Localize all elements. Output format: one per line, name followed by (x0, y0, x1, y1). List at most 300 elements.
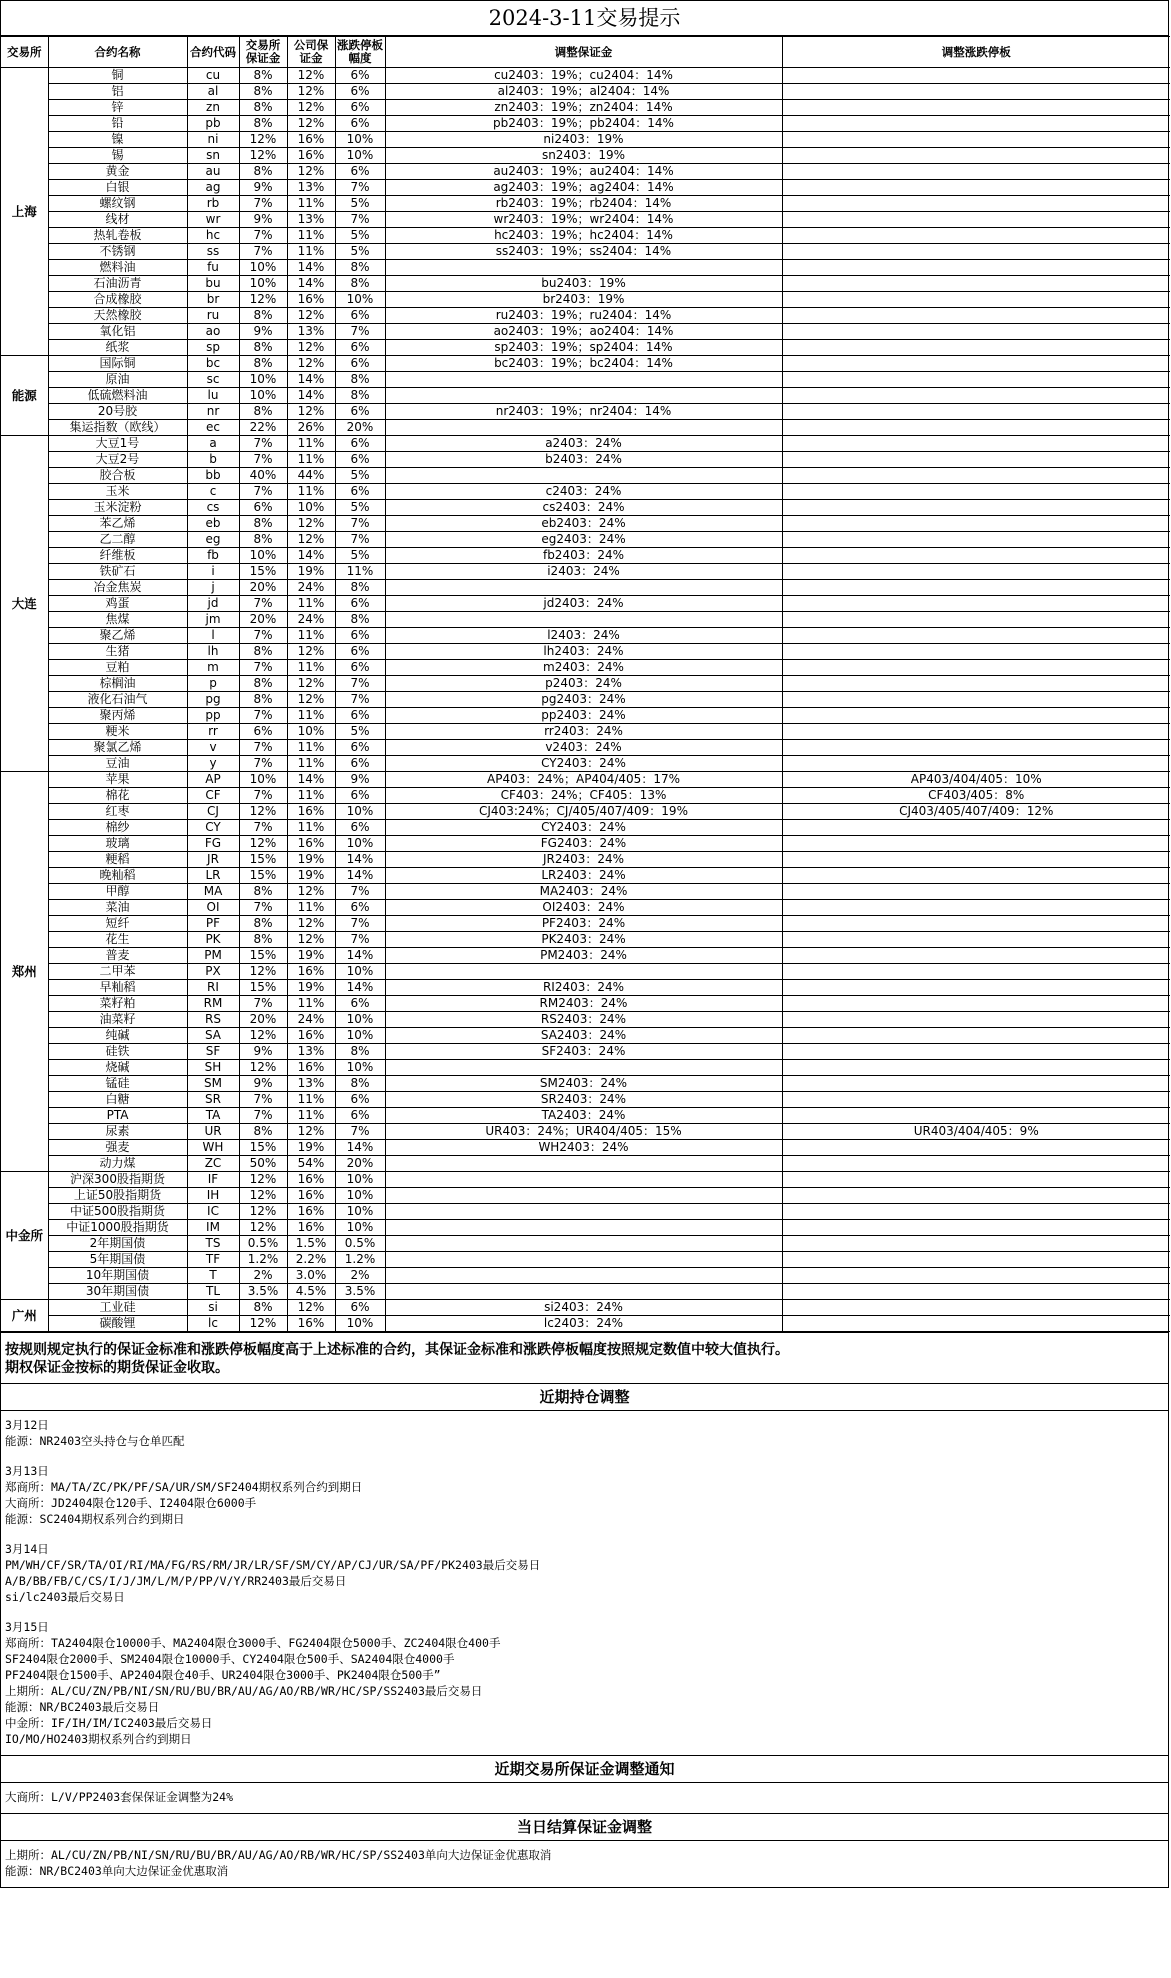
limit-range-cell: 7% (335, 212, 385, 228)
contract-code-cell: jd (187, 596, 239, 612)
adjusted-limit-cell (782, 868, 1170, 884)
adjusted-margin-cell: sp2403：19%；sp2404：14% (385, 340, 782, 356)
adjusted-limit-cell (782, 660, 1170, 676)
contract-code-cell: cu (187, 68, 239, 84)
contract-name-cell: 菜籽粕 (48, 996, 187, 1012)
section-body (1, 1411, 1168, 1755)
limit-range-cell: 14% (335, 948, 385, 964)
contract-code-cell: lc (187, 1316, 239, 1332)
adjusted-limit-cell (782, 260, 1170, 276)
limit-range-cell: 8% (335, 276, 385, 292)
table-row (1, 276, 1170, 292)
table-row (1, 404, 1170, 420)
table-row (1, 1188, 1170, 1204)
limit-range-cell: 6% (335, 596, 385, 612)
adjusted-margin-cell: UR403：24%；UR404/405：15% (385, 1124, 782, 1140)
limit-range-cell: 6% (335, 660, 385, 676)
adjusted-limit-cell (782, 740, 1170, 756)
contract-code-cell: rr (187, 724, 239, 740)
exchange-margin-cell: 7% (239, 452, 287, 468)
table-row (1, 740, 1170, 756)
adjusted-margin-cell: fb2403：24% (385, 548, 782, 564)
table-row (1, 660, 1170, 676)
adjusted-margin-cell (385, 388, 782, 404)
header-exchange-margin: 交易所保证金 (239, 37, 287, 68)
company-margin-cell: 14% (287, 388, 335, 404)
adjusted-limit-cell (782, 84, 1170, 100)
adjusted-margin-cell: pb2403：19%；pb2404：14% (385, 116, 782, 132)
exchange-margin-cell: 12% (239, 132, 287, 148)
exchange-margin-cell: 40% (239, 468, 287, 484)
contract-code-cell: zn (187, 100, 239, 116)
section-body (1, 1841, 1168, 1887)
company-margin-cell: 14% (287, 372, 335, 388)
contract-name-cell: 合成橡胶 (48, 292, 187, 308)
limit-range-cell: 8% (335, 372, 385, 388)
contract-name-cell: 铁矿石 (48, 564, 187, 580)
adjusted-limit-cell (782, 708, 1170, 724)
adjusted-margin-cell: CY2403：24% (385, 820, 782, 836)
contract-name-cell: 苯乙烯 (48, 516, 187, 532)
adjusted-limit-cell (782, 1092, 1170, 1108)
notice-line: 上期所：AL/CU/ZN/PB/NI/SN/RU/BU/BR/AU/AG/AO/RB/WR/HC/SP/SS2403最后交易日 (5, 1684, 483, 1698)
table-row (1, 1268, 1170, 1284)
company-margin-cell: 14% (287, 772, 335, 788)
company-margin-cell: 12% (287, 532, 335, 548)
notice-line: 郑商所：MA/TA/ZC/PK/PF/SA/UR/SM/SF2404期权系列合约到期日 (5, 1480, 363, 1494)
limit-range-cell: 10% (335, 1204, 385, 1220)
notice-block (5, 1619, 1164, 1747)
limit-range-cell: 7% (335, 516, 385, 532)
company-margin-cell: 11% (287, 628, 335, 644)
contract-code-cell: bc (187, 356, 239, 372)
table-row (1, 1252, 1170, 1268)
contract-name-cell: 上证50股指期货 (48, 1188, 187, 1204)
notice-line: SF2404限仓2000手、SM2404限仓10000手、CY2404限仓500手、SA2404限仓4000手 (5, 1652, 455, 1666)
exchange-margin-cell: 8% (239, 100, 287, 116)
adjusted-margin-cell: si2403：24% (385, 1300, 782, 1316)
notice-line: A/B/BB/FB/C/CS/I/J/JM/L/M/P/PP/V/Y/RR2403最后交易日 (5, 1574, 347, 1588)
adjusted-limit-cell (782, 724, 1170, 740)
adjusted-margin-cell: wr2403：19%；wr2404：14% (385, 212, 782, 228)
company-margin-cell: 26% (287, 420, 335, 436)
rules-note-line: 按规则规定执行的保证金标准和涨跌停板幅度高于上述标准的合约，其保证金标准和涨跌停板幅度按照规定数值中较大值执行。 (5, 1342, 789, 1358)
table-row (1, 68, 1170, 84)
limit-range-cell: 5% (335, 196, 385, 212)
adjusted-limit-cell (782, 468, 1170, 484)
contract-code-cell: br (187, 292, 239, 308)
exchange-margin-cell: 8% (239, 84, 287, 100)
contract-name-cell: 苹果 (48, 772, 187, 788)
adjusted-limit-cell (782, 884, 1170, 900)
table-row (1, 180, 1170, 196)
contract-code-cell: T (187, 1268, 239, 1284)
adjusted-limit-cell (782, 1220, 1170, 1236)
contract-name-cell: 国际铜 (48, 356, 187, 372)
contract-code-cell: RM (187, 996, 239, 1012)
exchange-margin-cell: 8% (239, 1300, 287, 1316)
adjusted-limit-cell (782, 612, 1170, 628)
contract-code-cell: p (187, 676, 239, 692)
limit-range-cell: 6% (335, 996, 385, 1012)
contract-code-cell: SA (187, 1028, 239, 1044)
contract-name-cell: 30年期国债 (48, 1284, 187, 1300)
exchange-margin-cell: 20% (239, 1012, 287, 1028)
contract-code-cell: IM (187, 1220, 239, 1236)
company-margin-cell: 13% (287, 1044, 335, 1060)
exchange-margin-cell: 7% (239, 628, 287, 644)
adjusted-limit-cell (782, 132, 1170, 148)
contract-code-cell: sp (187, 340, 239, 356)
table-row (1, 1028, 1170, 1044)
notice-line: IO/MO/HO2403期权系列合约到期日 (5, 1732, 192, 1746)
notice-block (5, 1417, 1164, 1449)
adjusted-limit-cell (782, 1188, 1170, 1204)
table-row (1, 388, 1170, 404)
limit-range-cell: 6% (335, 756, 385, 772)
contract-code-cell: FG (187, 836, 239, 852)
company-margin-cell: 12% (287, 932, 335, 948)
adjusted-margin-cell (385, 1220, 782, 1236)
contract-code-cell: pp (187, 708, 239, 724)
exchange-margin-cell: 7% (239, 708, 287, 724)
adjusted-margin-cell: LR2403：24% (385, 868, 782, 884)
header-contract-code: 合约代码 (187, 37, 239, 68)
table-row (1, 132, 1170, 148)
adjusted-limit-cell (782, 436, 1170, 452)
limit-range-cell: 6% (335, 1108, 385, 1124)
contract-name-cell: 螺纹钢 (48, 196, 187, 212)
exchange-margin-cell: 12% (239, 148, 287, 164)
contract-name-cell: 铅 (48, 116, 187, 132)
notice-line: 3月12日 (5, 1418, 49, 1432)
company-margin-cell: 11% (287, 820, 335, 836)
contract-name-cell: 纯碱 (48, 1028, 187, 1044)
adjusted-limit-cell (782, 372, 1170, 388)
exchange-margin-cell: 12% (239, 836, 287, 852)
adjusted-limit-cell (782, 100, 1170, 116)
company-margin-cell: 11% (287, 788, 335, 804)
contract-name-cell: 短纤 (48, 916, 187, 932)
contract-name-cell: 鸡蛋 (48, 596, 187, 612)
contract-code-cell: TF (187, 1252, 239, 1268)
company-margin-cell: 11% (287, 436, 335, 452)
contract-name-cell: 纤维板 (48, 548, 187, 564)
adjusted-margin-cell: FG2403：24% (385, 836, 782, 852)
adjusted-limit-cell (782, 1268, 1170, 1284)
table-row (1, 260, 1170, 276)
limit-range-cell: 7% (335, 1124, 385, 1140)
limit-range-cell: 6% (335, 116, 385, 132)
contract-code-cell: SH (187, 1060, 239, 1076)
contract-code-cell: SM (187, 1076, 239, 1092)
limit-range-cell: 8% (335, 260, 385, 276)
company-margin-cell: 14% (287, 548, 335, 564)
limit-range-cell: 10% (335, 1060, 385, 1076)
contract-code-cell: sn (187, 148, 239, 164)
table-row (1, 1316, 1170, 1332)
contract-code-cell: fb (187, 548, 239, 564)
limit-range-cell: 6% (335, 84, 385, 100)
contract-code-cell: WH (187, 1140, 239, 1156)
table-row (1, 580, 1170, 596)
company-margin-cell: 16% (287, 804, 335, 820)
limit-range-cell: 7% (335, 692, 385, 708)
margin-table (1, 36, 1170, 1332)
contract-name-cell: 油菜籽 (48, 1012, 187, 1028)
adjusted-limit-cell (782, 948, 1170, 964)
contract-name-cell: 硅铁 (48, 1044, 187, 1060)
table-row (1, 980, 1170, 996)
table-row (1, 1284, 1170, 1300)
exchange-margin-cell: 9% (239, 1076, 287, 1092)
contract-name-cell: 镍 (48, 132, 187, 148)
contract-code-cell: PK (187, 932, 239, 948)
adjusted-margin-cell: jd2403：24% (385, 596, 782, 612)
adjusted-margin-cell: WH2403：24% (385, 1140, 782, 1156)
notice-line: 3月13日 (5, 1464, 49, 1478)
adjusted-margin-cell: c2403：24% (385, 484, 782, 500)
exchange-margin-cell: 10% (239, 372, 287, 388)
exchange-margin-cell: 2% (239, 1268, 287, 1284)
exchange-margin-cell: 15% (239, 868, 287, 884)
exchange-margin-cell: 9% (239, 180, 287, 196)
table-row (1, 532, 1170, 548)
adjusted-margin-cell: RM2403：24% (385, 996, 782, 1012)
contract-name-cell: 甲醇 (48, 884, 187, 900)
adjusted-limit-cell (782, 196, 1170, 212)
limit-range-cell: 7% (335, 884, 385, 900)
contract-name-cell: 液化石油气 (48, 692, 187, 708)
exchange-margin-cell: 10% (239, 260, 287, 276)
contract-name-cell: 花生 (48, 932, 187, 948)
adjusted-limit-cell (782, 164, 1170, 180)
exchange-margin-cell: 9% (239, 1044, 287, 1060)
notice-line: si/lc2403最后交易日 (5, 1590, 125, 1604)
table-row (1, 452, 1170, 468)
adjusted-margin-cell: PF2403：24% (385, 916, 782, 932)
contract-code-cell: nr (187, 404, 239, 420)
table-row (1, 228, 1170, 244)
exchange-margin-cell: 7% (239, 244, 287, 260)
company-margin-cell: 13% (287, 324, 335, 340)
table-row (1, 1092, 1170, 1108)
exchange-margin-cell: 8% (239, 692, 287, 708)
table-row (1, 212, 1170, 228)
contract-code-cell: TS (187, 1236, 239, 1252)
exchange-margin-cell: 7% (239, 484, 287, 500)
contract-name-cell: 大豆2号 (48, 452, 187, 468)
exchange-margin-cell: 7% (239, 1092, 287, 1108)
contract-code-cell: jm (187, 612, 239, 628)
limit-range-cell: 8% (335, 580, 385, 596)
notice-line: PM/WH/CF/SR/TA/OI/RI/MA/FG/RS/RM/JR/LR/SF/SM/CY/AP/CJ/UR/SA/PF/PK2403最后交易日 (5, 1558, 541, 1572)
table-row (1, 1012, 1170, 1028)
adjusted-margin-cell: ni2403：19% (385, 132, 782, 148)
limit-range-cell: 6% (335, 1300, 385, 1316)
header-adjusted-limit: 调整涨跌停板 (782, 37, 1170, 68)
adjusted-margin-cell: ao2403：19%；ao2404：14% (385, 324, 782, 340)
adjusted-margin-cell: b2403：24% (385, 452, 782, 468)
exchange-cell: 郑州 (1, 772, 48, 1172)
contract-name-cell: 菜油 (48, 900, 187, 916)
table-row (1, 356, 1170, 372)
table-row (1, 596, 1170, 612)
exchange-margin-cell: 7% (239, 596, 287, 612)
table-row (1, 436, 1170, 452)
table-row (1, 852, 1170, 868)
adjusted-margin-cell: OI2403：24% (385, 900, 782, 916)
adjusted-margin-cell: i2403：24% (385, 564, 782, 580)
limit-range-cell: 6% (335, 1092, 385, 1108)
company-margin-cell: 19% (287, 564, 335, 580)
adjusted-margin-cell: ss2403：19%；ss2404：14% (385, 244, 782, 260)
table-row (1, 916, 1170, 932)
table-row (1, 1076, 1170, 1092)
contract-name-cell: 聚氯乙烯 (48, 740, 187, 756)
adjusted-margin-cell (385, 1236, 782, 1252)
contract-code-cell: a (187, 436, 239, 452)
table-row (1, 1156, 1170, 1172)
exchange-margin-cell: 6% (239, 500, 287, 516)
company-margin-cell: 11% (287, 484, 335, 500)
notice-line: 能源：NR/BC2403单向大边保证金优惠取消 (5, 1864, 229, 1878)
adjusted-limit-cell (782, 980, 1170, 996)
adjusted-limit-cell (782, 916, 1170, 932)
limit-range-cell: 10% (335, 804, 385, 820)
limit-range-cell: 6% (335, 308, 385, 324)
notice-line: 大商所：L/V/PP2403套保保证金调整为24% (5, 1790, 234, 1804)
adjusted-limit-cell (782, 580, 1170, 596)
company-margin-cell: 12% (287, 84, 335, 100)
contract-code-cell: v (187, 740, 239, 756)
contract-name-cell: 不锈钢 (48, 244, 187, 260)
adjusted-limit-cell: AP403/404/405：10% (782, 772, 1170, 788)
exchange-cell: 上海 (1, 68, 48, 356)
exchange-margin-cell: 12% (239, 964, 287, 980)
table-row (1, 324, 1170, 340)
limit-range-cell: 3.5% (335, 1284, 385, 1300)
table-row (1, 548, 1170, 564)
notice-line: 能源：NR/BC2403最后交易日 (5, 1700, 160, 1714)
table-row (1, 676, 1170, 692)
exchange-margin-cell: 22% (239, 420, 287, 436)
header-contract-name: 合约名称 (48, 37, 187, 68)
contract-name-cell: 焦煤 (48, 612, 187, 628)
table-row (1, 644, 1170, 660)
table-row (1, 1108, 1170, 1124)
company-margin-cell: 12% (287, 404, 335, 420)
adjusted-limit-cell (782, 548, 1170, 564)
contract-code-cell: l (187, 628, 239, 644)
contract-code-cell: lu (187, 388, 239, 404)
contract-code-cell: bu (187, 276, 239, 292)
exchange-margin-cell: 8% (239, 516, 287, 532)
contract-name-cell: 胶合板 (48, 468, 187, 484)
company-margin-cell: 14% (287, 260, 335, 276)
adjusted-limit-cell (782, 148, 1170, 164)
contract-name-cell: 聚乙烯 (48, 628, 187, 644)
limit-range-cell: 11% (335, 564, 385, 580)
adjusted-limit-cell (782, 212, 1170, 228)
company-margin-cell: 4.5% (287, 1284, 335, 1300)
exchange-margin-cell: 8% (239, 164, 287, 180)
limit-range-cell: 5% (335, 244, 385, 260)
adjusted-limit-cell (782, 516, 1170, 532)
header-limit-range: 涨跌停板幅度 (335, 37, 385, 68)
table-row (1, 964, 1170, 980)
contract-name-cell: 燃料油 (48, 260, 187, 276)
table-row (1, 804, 1170, 820)
adjusted-margin-cell (385, 612, 782, 628)
company-margin-cell: 11% (287, 740, 335, 756)
table-row (1, 244, 1170, 260)
limit-range-cell: 5% (335, 228, 385, 244)
exchange-margin-cell: 15% (239, 564, 287, 580)
notice-block (5, 1463, 1164, 1527)
section-title: 近期交易所保证金调整通知 (1, 1755, 1168, 1783)
exchange-margin-cell: 8% (239, 884, 287, 900)
contract-code-cell: sc (187, 372, 239, 388)
adjusted-limit-cell (782, 388, 1170, 404)
company-margin-cell: 11% (287, 1108, 335, 1124)
adjusted-limit-cell (782, 452, 1170, 468)
notice-line: 大商所：JD2404限仓120手、I2404限仓6000手 (5, 1496, 257, 1510)
contract-code-cell: lh (187, 644, 239, 660)
exchange-margin-cell: 9% (239, 212, 287, 228)
adjusted-limit-cell (782, 996, 1170, 1012)
company-margin-cell: 11% (287, 660, 335, 676)
company-margin-cell: 11% (287, 900, 335, 916)
limit-range-cell: 10% (335, 836, 385, 852)
contract-name-cell: 尿素 (48, 1124, 187, 1140)
adjusted-margin-cell: SR2403：24% (385, 1092, 782, 1108)
contract-name-cell: 中证1000股指期货 (48, 1220, 187, 1236)
contract-code-cell: TL (187, 1284, 239, 1300)
company-margin-cell: 16% (287, 1188, 335, 1204)
limit-range-cell: 6% (335, 340, 385, 356)
exchange-margin-cell: 7% (239, 228, 287, 244)
company-margin-cell: 24% (287, 580, 335, 596)
table-header-row (1, 37, 1170, 68)
contract-name-cell: 粳米 (48, 724, 187, 740)
limit-range-cell: 14% (335, 852, 385, 868)
contract-code-cell: j (187, 580, 239, 596)
exchange-margin-cell: 10% (239, 388, 287, 404)
contract-code-cell: eb (187, 516, 239, 532)
exchange-cell: 广州 (1, 1300, 48, 1332)
table-row (1, 1140, 1170, 1156)
company-margin-cell: 11% (287, 708, 335, 724)
adjusted-limit-cell (782, 356, 1170, 372)
contract-code-cell: ru (187, 308, 239, 324)
adjusted-margin-cell: lc2403：24% (385, 1316, 782, 1332)
limit-range-cell: 6% (335, 740, 385, 756)
company-margin-cell: 16% (287, 1220, 335, 1236)
contract-name-cell: 早籼稻 (48, 980, 187, 996)
adjusted-limit-cell (782, 1108, 1170, 1124)
adjusted-limit-cell (782, 756, 1170, 772)
table-row (1, 692, 1170, 708)
table-row (1, 484, 1170, 500)
limit-range-cell: 5% (335, 548, 385, 564)
adjusted-margin-cell: JR2403：24% (385, 852, 782, 868)
contract-name-cell: 普麦 (48, 948, 187, 964)
adjusted-limit-cell (782, 596, 1170, 612)
exchange-margin-cell: 8% (239, 116, 287, 132)
exchange-margin-cell: 1.2% (239, 1252, 287, 1268)
contract-name-cell: 生猪 (48, 644, 187, 660)
